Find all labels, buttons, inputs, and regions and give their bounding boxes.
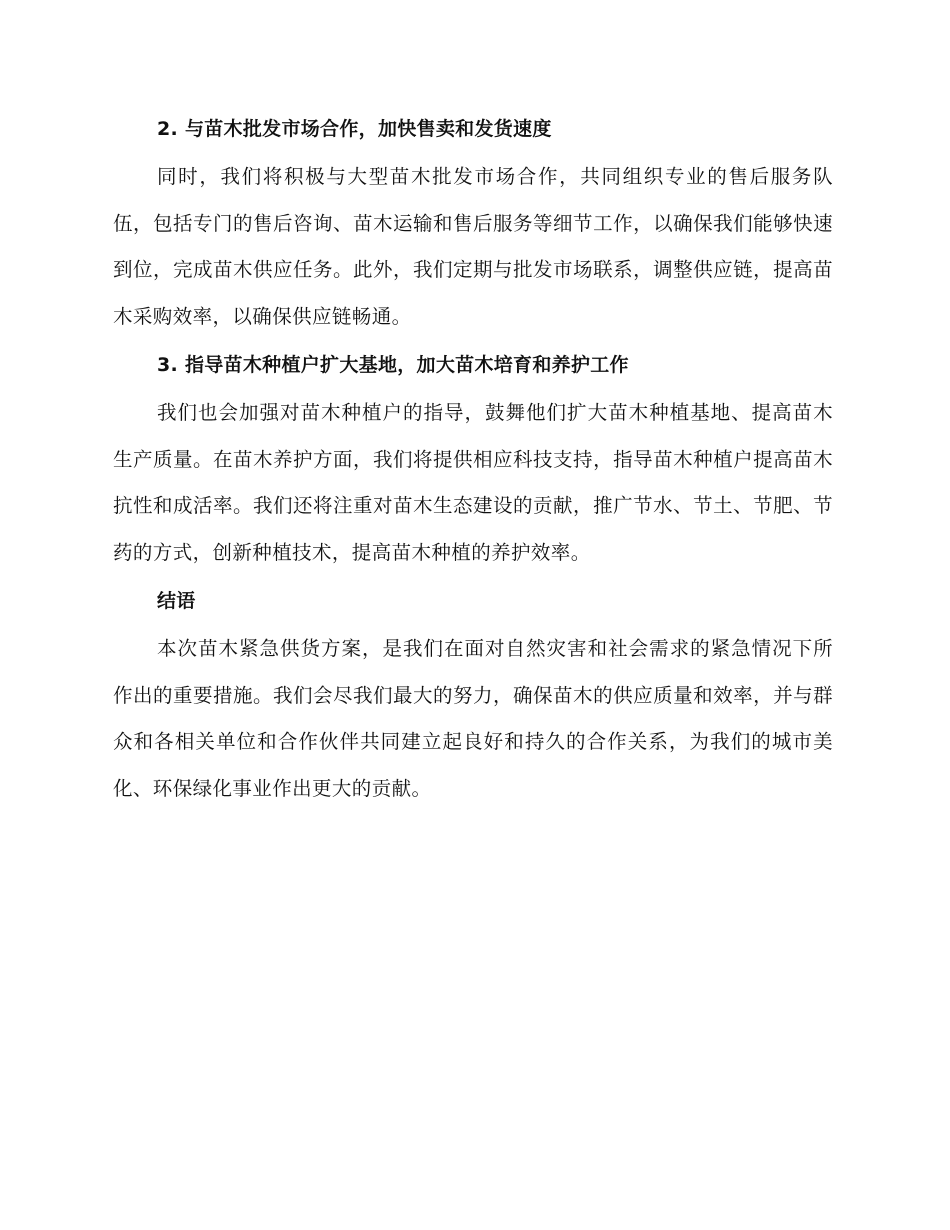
section-paragraph-conclusion: 本次苗木紧急供货方案，是我们在面对自然灾害和社会需求的紧急情况下所作出的重要措施。我们会尽我们最大的努力，确保苗木的供应质量和效率，并与群众和各相关单位和合作伙伴共同建立起良好和持久的合作关系，为我们的城市美化、环保绿化事业作出更大的贡献。 [113,637,833,800]
section-paragraph-wholesale-cooperation: 同时，我们将积极与大型苗木批发市场合作，共同组织专业的售后服务队伍，包括专门的售后咨询、苗木运输和售后服务等细节工作，以确保我们能够快速到位，完成苗木供应任务。此外，我们定期与批发市场联系，调整供应链，提高苗木采购效率，以确保供应链畅通。 [113,165,833,328]
section-heading-grower-guidance: 3. 指导苗木种植户扩大基地，加大苗木培育和养护工作 [157,354,629,376]
section-heading-wholesale-cooperation: 2. 与苗木批发市场合作，加快售卖和发货速度 [157,118,552,140]
document-body [113,108,833,816]
section-heading-conclusion: 结语 [157,590,196,612]
section-paragraph-grower-guidance: 我们也会加强对苗木种植户的指导，鼓舞他们扩大苗木种植基地、提高苗木生产质量。在苗木养护方面，我们将提供相应科技支持，指导苗木种植户提高苗木抗性和成活率。我们还将注重对苗木生态建设的贡献，推广节水、节土、节肥、节药的方式，创新种植技术，提高苗木种植的养护效率。 [113,401,833,564]
